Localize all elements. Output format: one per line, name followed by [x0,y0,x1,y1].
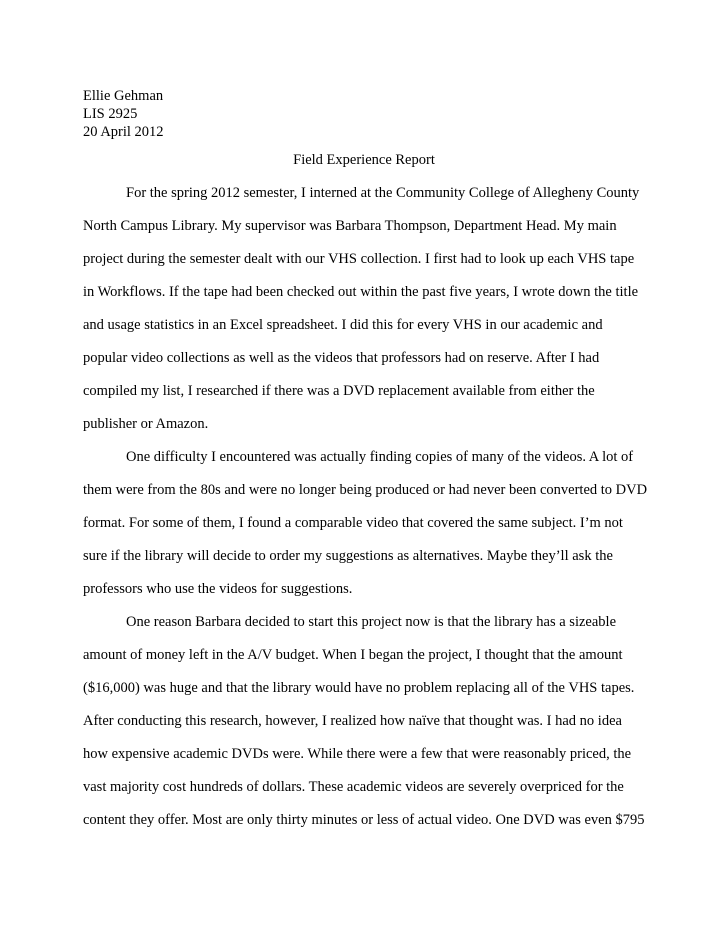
body-line: After conducting this research, however, I realized how naïve that thought was. I had no idea [83,713,622,729]
body-line: amount of money left in the A/V budget. When I began the project, I thought that the amount [83,647,623,663]
body-line: One reason Barbara decided to start this project now is that the library has a sizeable [126,614,617,630]
author-name: Ellie Gehman [83,88,164,104]
body-line: how expensive academic DVDs were. While there were a few that were reasonably priced, the [83,746,632,762]
body-line: in Workflows. If the tape had been checked out within the past five years, I wrote down the title [83,284,639,300]
body-line: format. For some of them, I found a comparable video that covered the same subject. I’m not [83,515,623,531]
report-title: Field Experience Report [293,152,435,168]
body-line: popular video collections as well as the videos that professors had on reserve. After I had [83,350,600,366]
body-line: North Campus Library. My supervisor was Barbara Thompson, Department Head. My main [83,218,617,234]
body-line: sure if the library will decide to order my suggestions as alternatives. Maybe they’ll ask the [83,548,613,564]
body-line: professors who use the videos for suggestions. [83,581,353,597]
course-code: LIS 2925 [83,106,138,122]
body-line: them were from the 80s and were no longer being produced or had never been converted to DVD [83,482,648,498]
body-line: and usage statistics in an Excel spreadsheet. I did this for every VHS in our academic and [83,317,603,333]
body-line: For the spring 2012 semester, I interned at the Community College of Allegheny County [126,185,640,201]
body-line: publisher or Amazon. [83,416,209,432]
body-line: compiled my list, I researched if there was a DVD replacement available from either the [83,383,595,399]
body-line: One difficulty I encountered was actually finding copies of many of the videos. A lot of [126,449,634,465]
report-date: 20 April 2012 [83,124,164,140]
body-line: content they offer. Most are only thirty minutes or less of actual video. One DVD was even $795 [83,812,645,828]
body-line: project during the semester dealt with our VHS collection. I first had to look up each VHS tape [83,251,635,267]
body-line: ($16,000) was huge and that the library would have no problem replacing all of the VHS tapes. [83,680,635,696]
body-line: vast majority cost hundreds of dollars. These academic videos are severely overpriced for the [83,779,624,795]
